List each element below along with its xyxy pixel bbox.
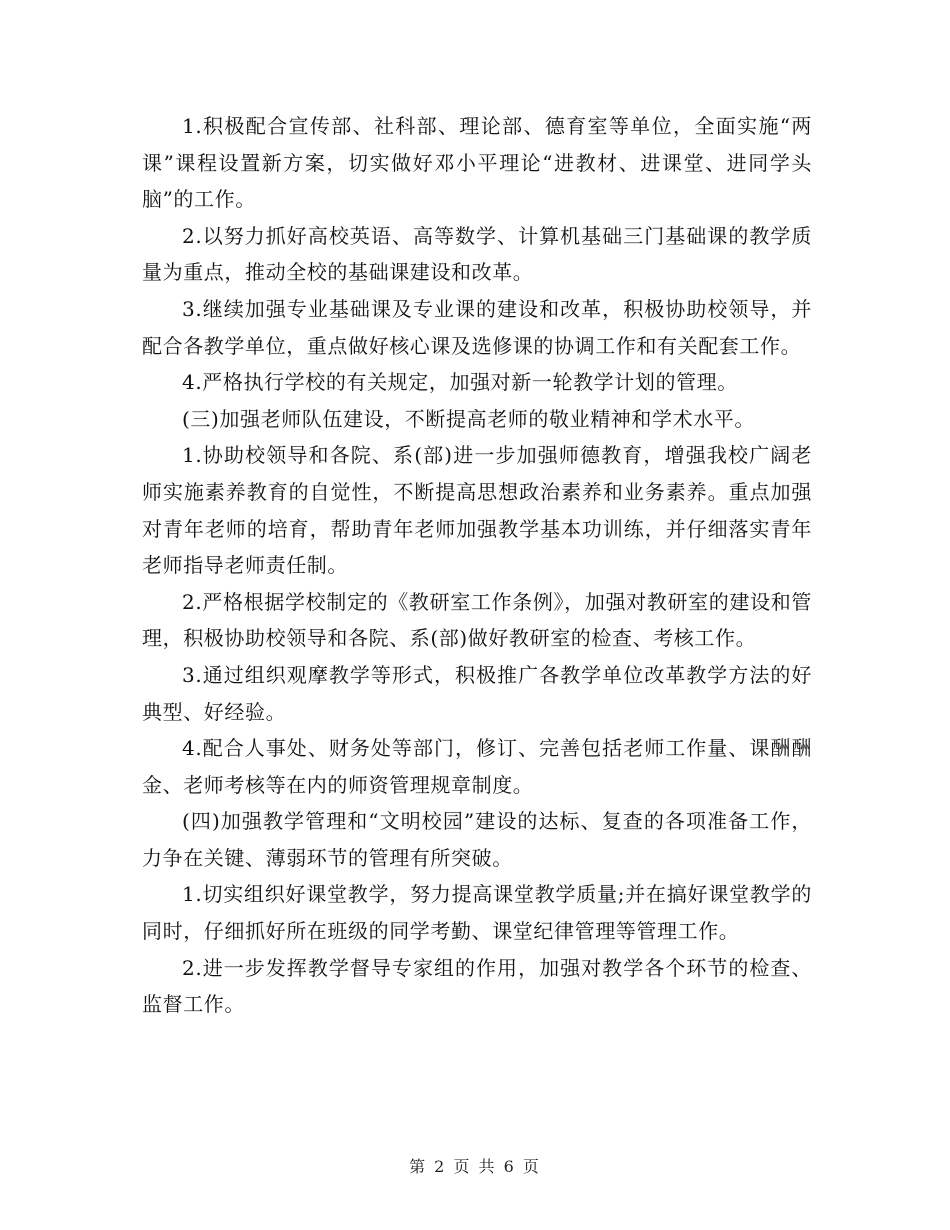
paragraph-6: 2.严格根据学校制定的《教研室工作条例》，加强对教研室的建设和管理，积极协助校领导和各院、系(部)做好教研室的检查、考核工作。 [142,589,812,651]
section-heading-3: (三)加强老师队伍建设，不断提高老师的敬业精神和学术水平。 [182,406,756,431]
paragraph-9: 1.切实组织好课堂教学，努力提高课堂教学质量;并在搞好课堂教学的同时，仔细抓好所在班级的同学考勤、课堂纪律管理等管理工作。 [142,882,812,944]
paragraph-3: 3.继续加强专业基础课及专业课的建设和改革，积极协助校领导，并配合各教学单位，重点做好核心课及选修课的协调工作和有关配套工作。 [142,296,812,358]
paragraph-7: 3.通过组织观摩教学等形式，积极推广各教学单位改革教学方法的好典型、好经验。 [142,662,812,724]
paragraph-4: 4.严格执行学校的有关规定，加强对新一轮教学计划的管理。 [182,370,738,395]
section-heading-4: (四)加强教学管理和“文明校园”建设的达标、复查的各项准备工作，力争在关键、薄弱环节的管理有所突破。 [142,809,812,870]
paragraph-2: 2.以努力抓好高校英语、高等数学、计算机基础三门基础课的教学质量为重点，推动全校的基础课建设和改革。 [142,223,812,285]
paragraph-1: 1.积极配合宣传部、社科部、理论部、德育室等单位，全面实施“两课”课程设置新方案，切实做好邓小平理论“进教材、进课堂、进同学头脑”的工作。 [142,114,812,212]
document-body [142,108,812,1023]
page-number-footer: 第 2 页 共 6 页 [409,1157,541,1176]
paragraph-5: 1.协助校领导和各院、系(部)进一步加强师德教育，增强我校广阔老师实施素养教育的自觉性，不断提高思想政治素养和业务素养。重点加强对青年老师的培育，帮助青年老师加强教学基本功训练，并仔细落实青年老师指导老师责任制。 [142,443,812,578]
paragraph-8: 4.配合人事处、财务处等部门，修订、完善包括老师工作量、课酬酬金、老师考核等在内的师资管理规章制度。 [142,736,812,797]
paragraph-10: 2.进一步发挥教学督导专家组的作用，加强对教学各个环节的检查、监督工作。 [142,955,812,1017]
